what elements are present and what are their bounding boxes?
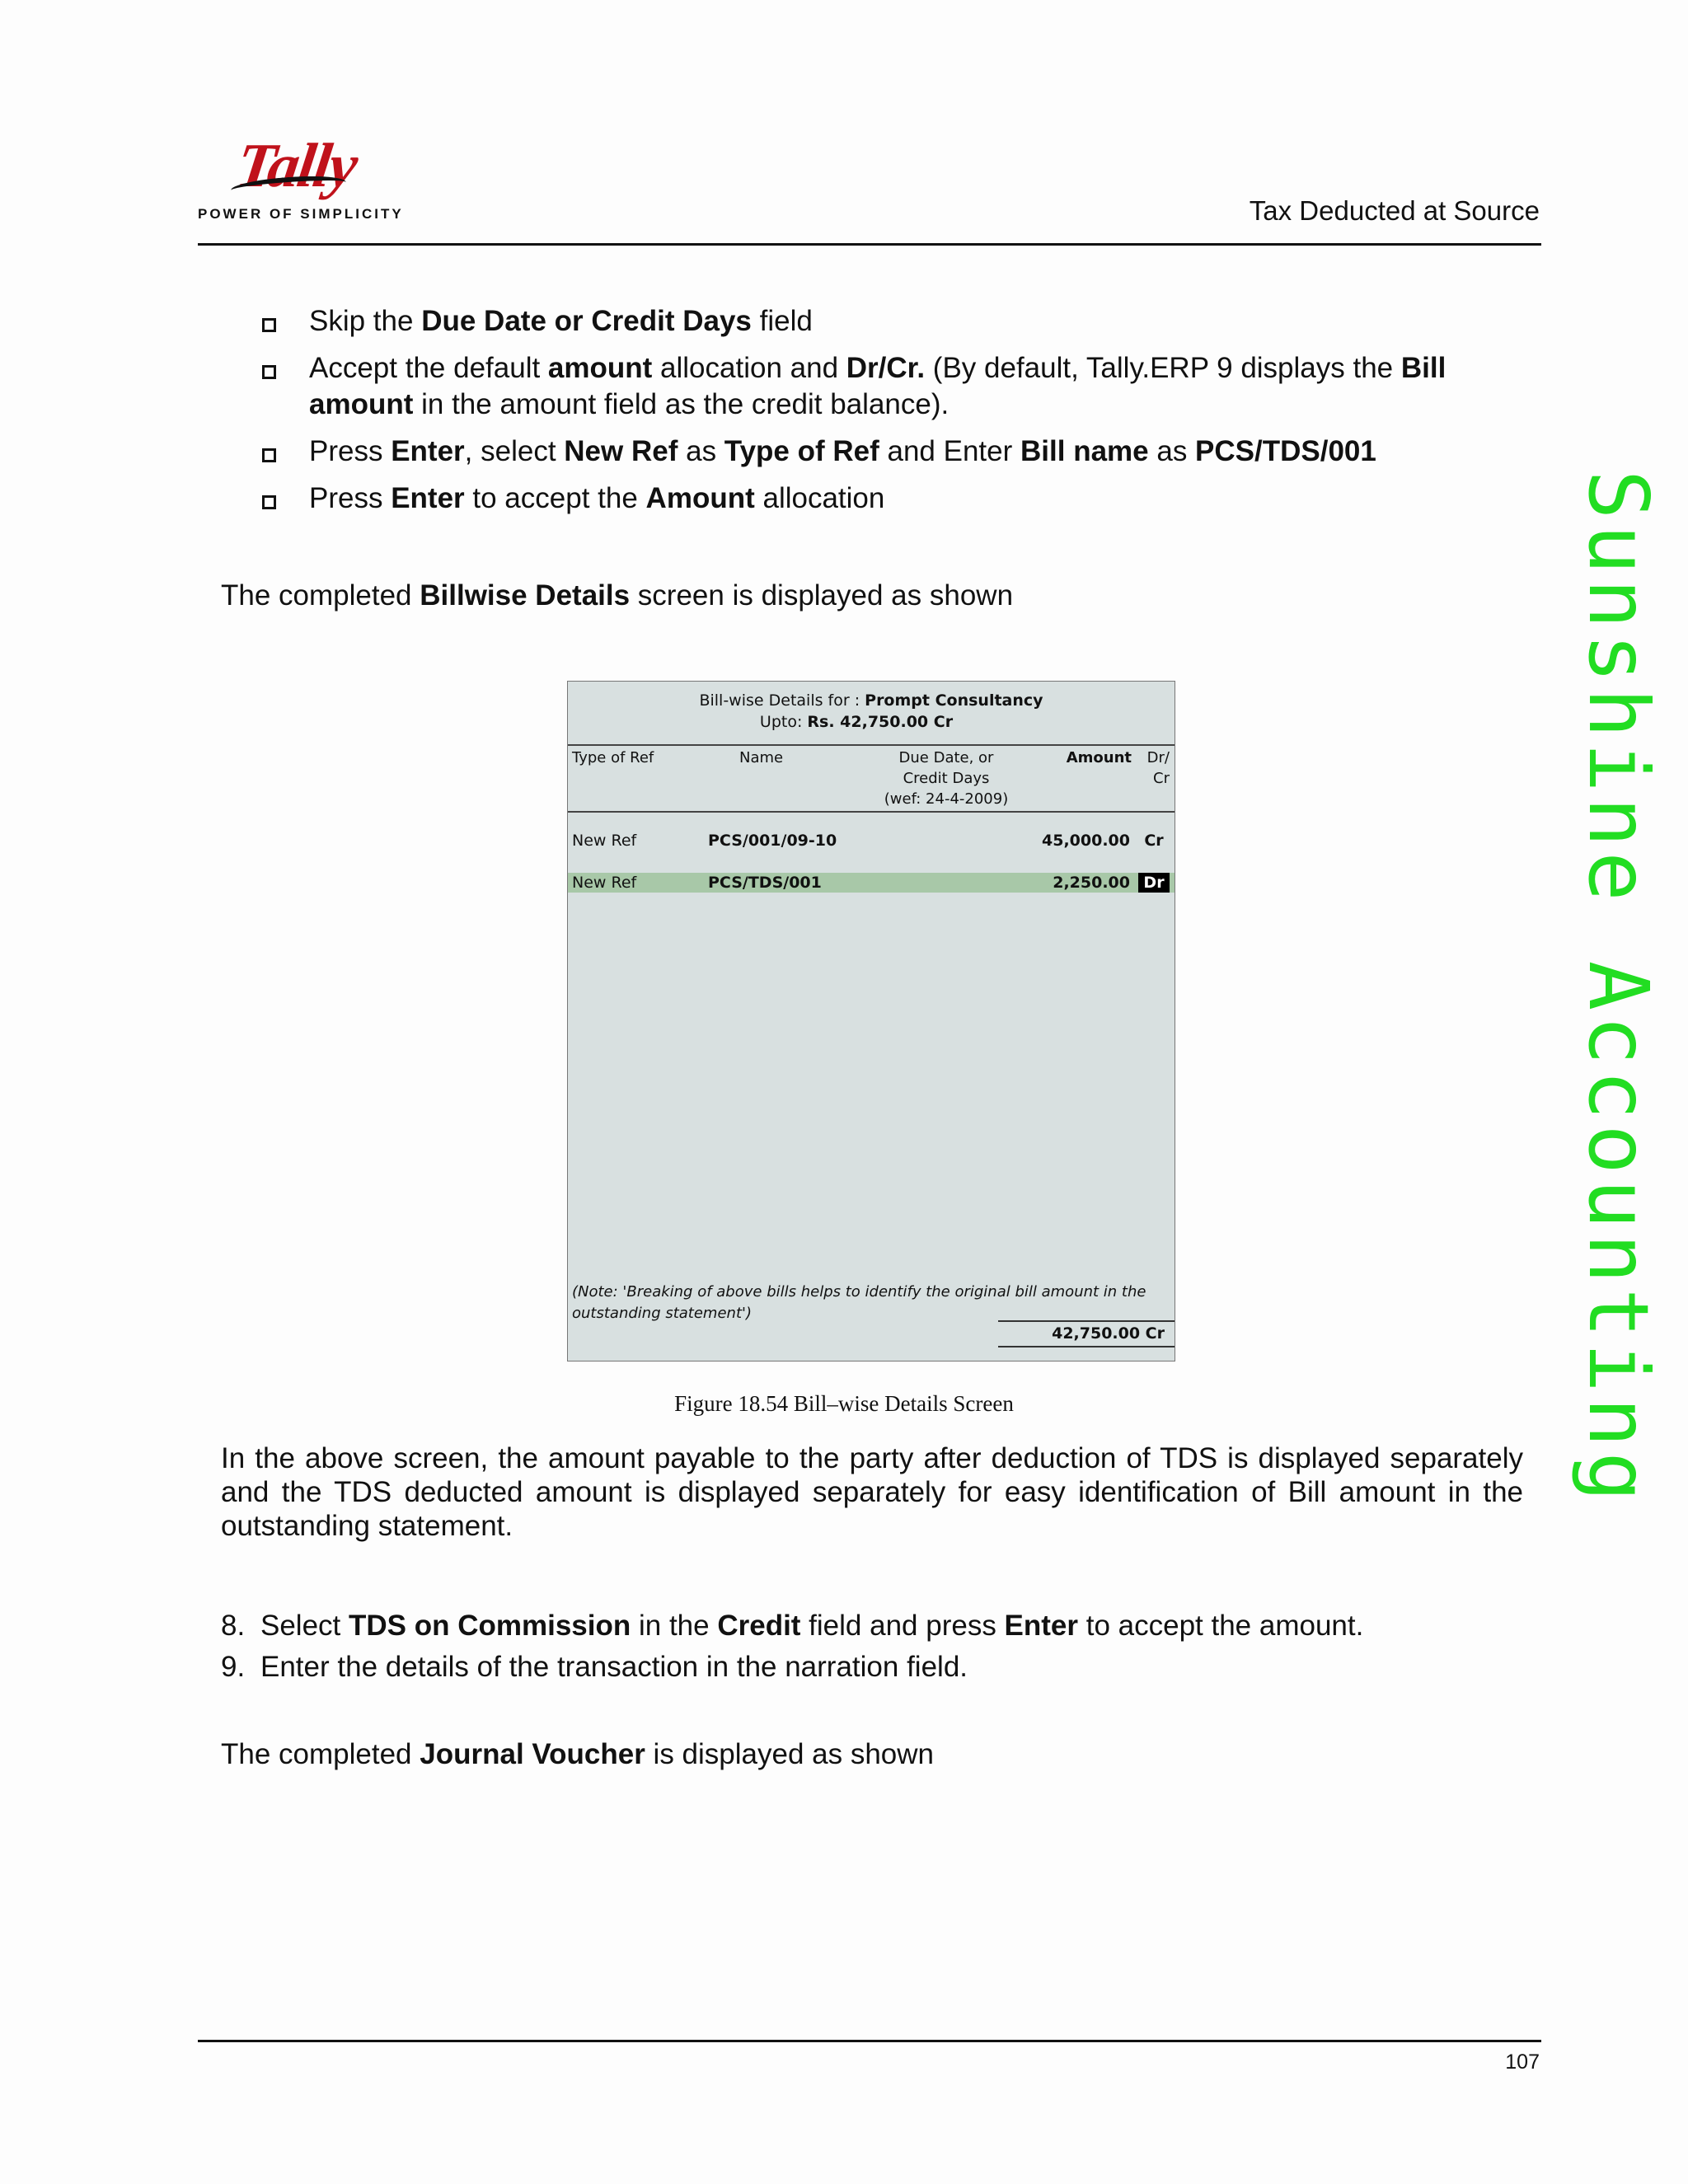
figure-caption: Figure 18.54 Bill–wise Details Screen (674, 1391, 1014, 1416)
step-item: 8. Select TDS on Commission in the Credit field and press Enter to accept the amount. (221, 1610, 1364, 1642)
billwise-details-screen (567, 681, 1175, 1361)
footer-rule (198, 2040, 1541, 2042)
col-header-amount: Amount (1066, 749, 1132, 766)
table-row-selected[interactable]: New Ref PCS/TDS/001 2,250.00 Dr (568, 873, 1175, 893)
screen-upto: Upto: Rs. 42,750.00 Cr (759, 713, 954, 731)
divider (568, 744, 1175, 746)
intro-billwise: The completed Billwise Details screen is displayed as shown (221, 579, 1014, 612)
total-rule (998, 1320, 1175, 1322)
tally-logo: Tally (232, 131, 361, 200)
screen-note: (Note: 'Breaking of above bills helps to identify the original bill amount in the outstanding statement') (572, 1283, 1146, 1322)
screen-total: 42,750.00 Cr (1052, 1324, 1165, 1343)
table-row[interactable]: New Ref PCS/001/09-10 45,000.00 Cr (572, 832, 1164, 850)
col-header-drcr: Dr/ Cr (1146, 749, 1170, 787)
step-list (221, 1605, 1523, 1688)
col-header-name: Name (739, 749, 784, 766)
square-bullet-icon (262, 318, 276, 332)
bullet-item: Accept the default amount allocation and Dr/Cr. (By default, Tally.ERP 9 displays the Bill amount in the amount field as the credit balance). (262, 350, 1523, 423)
col-header-type: Type of Ref (572, 749, 654, 766)
divider (568, 811, 1175, 813)
screen-title: Bill-wise Details for : Prompt Consultancy (699, 691, 1043, 710)
intro-journal: The completed Journal Voucher is displayed as shown (221, 1738, 935, 1770)
logo-tagline: POWER OF SIMPLICITY (198, 206, 404, 222)
page-number: 107 (1505, 2050, 1540, 2074)
total-rule (998, 1346, 1175, 1347)
square-bullet-icon (262, 365, 276, 379)
bullet-item: Press Enter to accept the Amount allocation (262, 480, 1523, 517)
body-paragraph: In the above screen, the amount payable to the party after deduction of TDS is displayed separately and the TDS deducted amount is displayed separately for easy identification of Bill amount in the outstanding statement. (221, 1442, 1523, 1542)
bullet-list (262, 303, 1523, 527)
square-bullet-icon (262, 495, 276, 509)
watermark: Sunshine Accounting (1570, 470, 1667, 1507)
bullet-item: Press Enter, select New Ref as Type of Ref and Enter Bill name as PCS/TDS/001 (262, 434, 1523, 470)
section-title: Tax Deducted at Source (1249, 195, 1540, 226)
step-item: 9. Enter the details of the transaction in the narration field. (221, 1651, 968, 1683)
col-header-due: Due Date, or Credit Days (wef: 24-4-2009) (884, 749, 1009, 808)
header-rule (198, 243, 1541, 246)
square-bullet-icon (262, 448, 276, 462)
bullet-item: Skip the Due Date or Credit Days field (262, 303, 1523, 340)
